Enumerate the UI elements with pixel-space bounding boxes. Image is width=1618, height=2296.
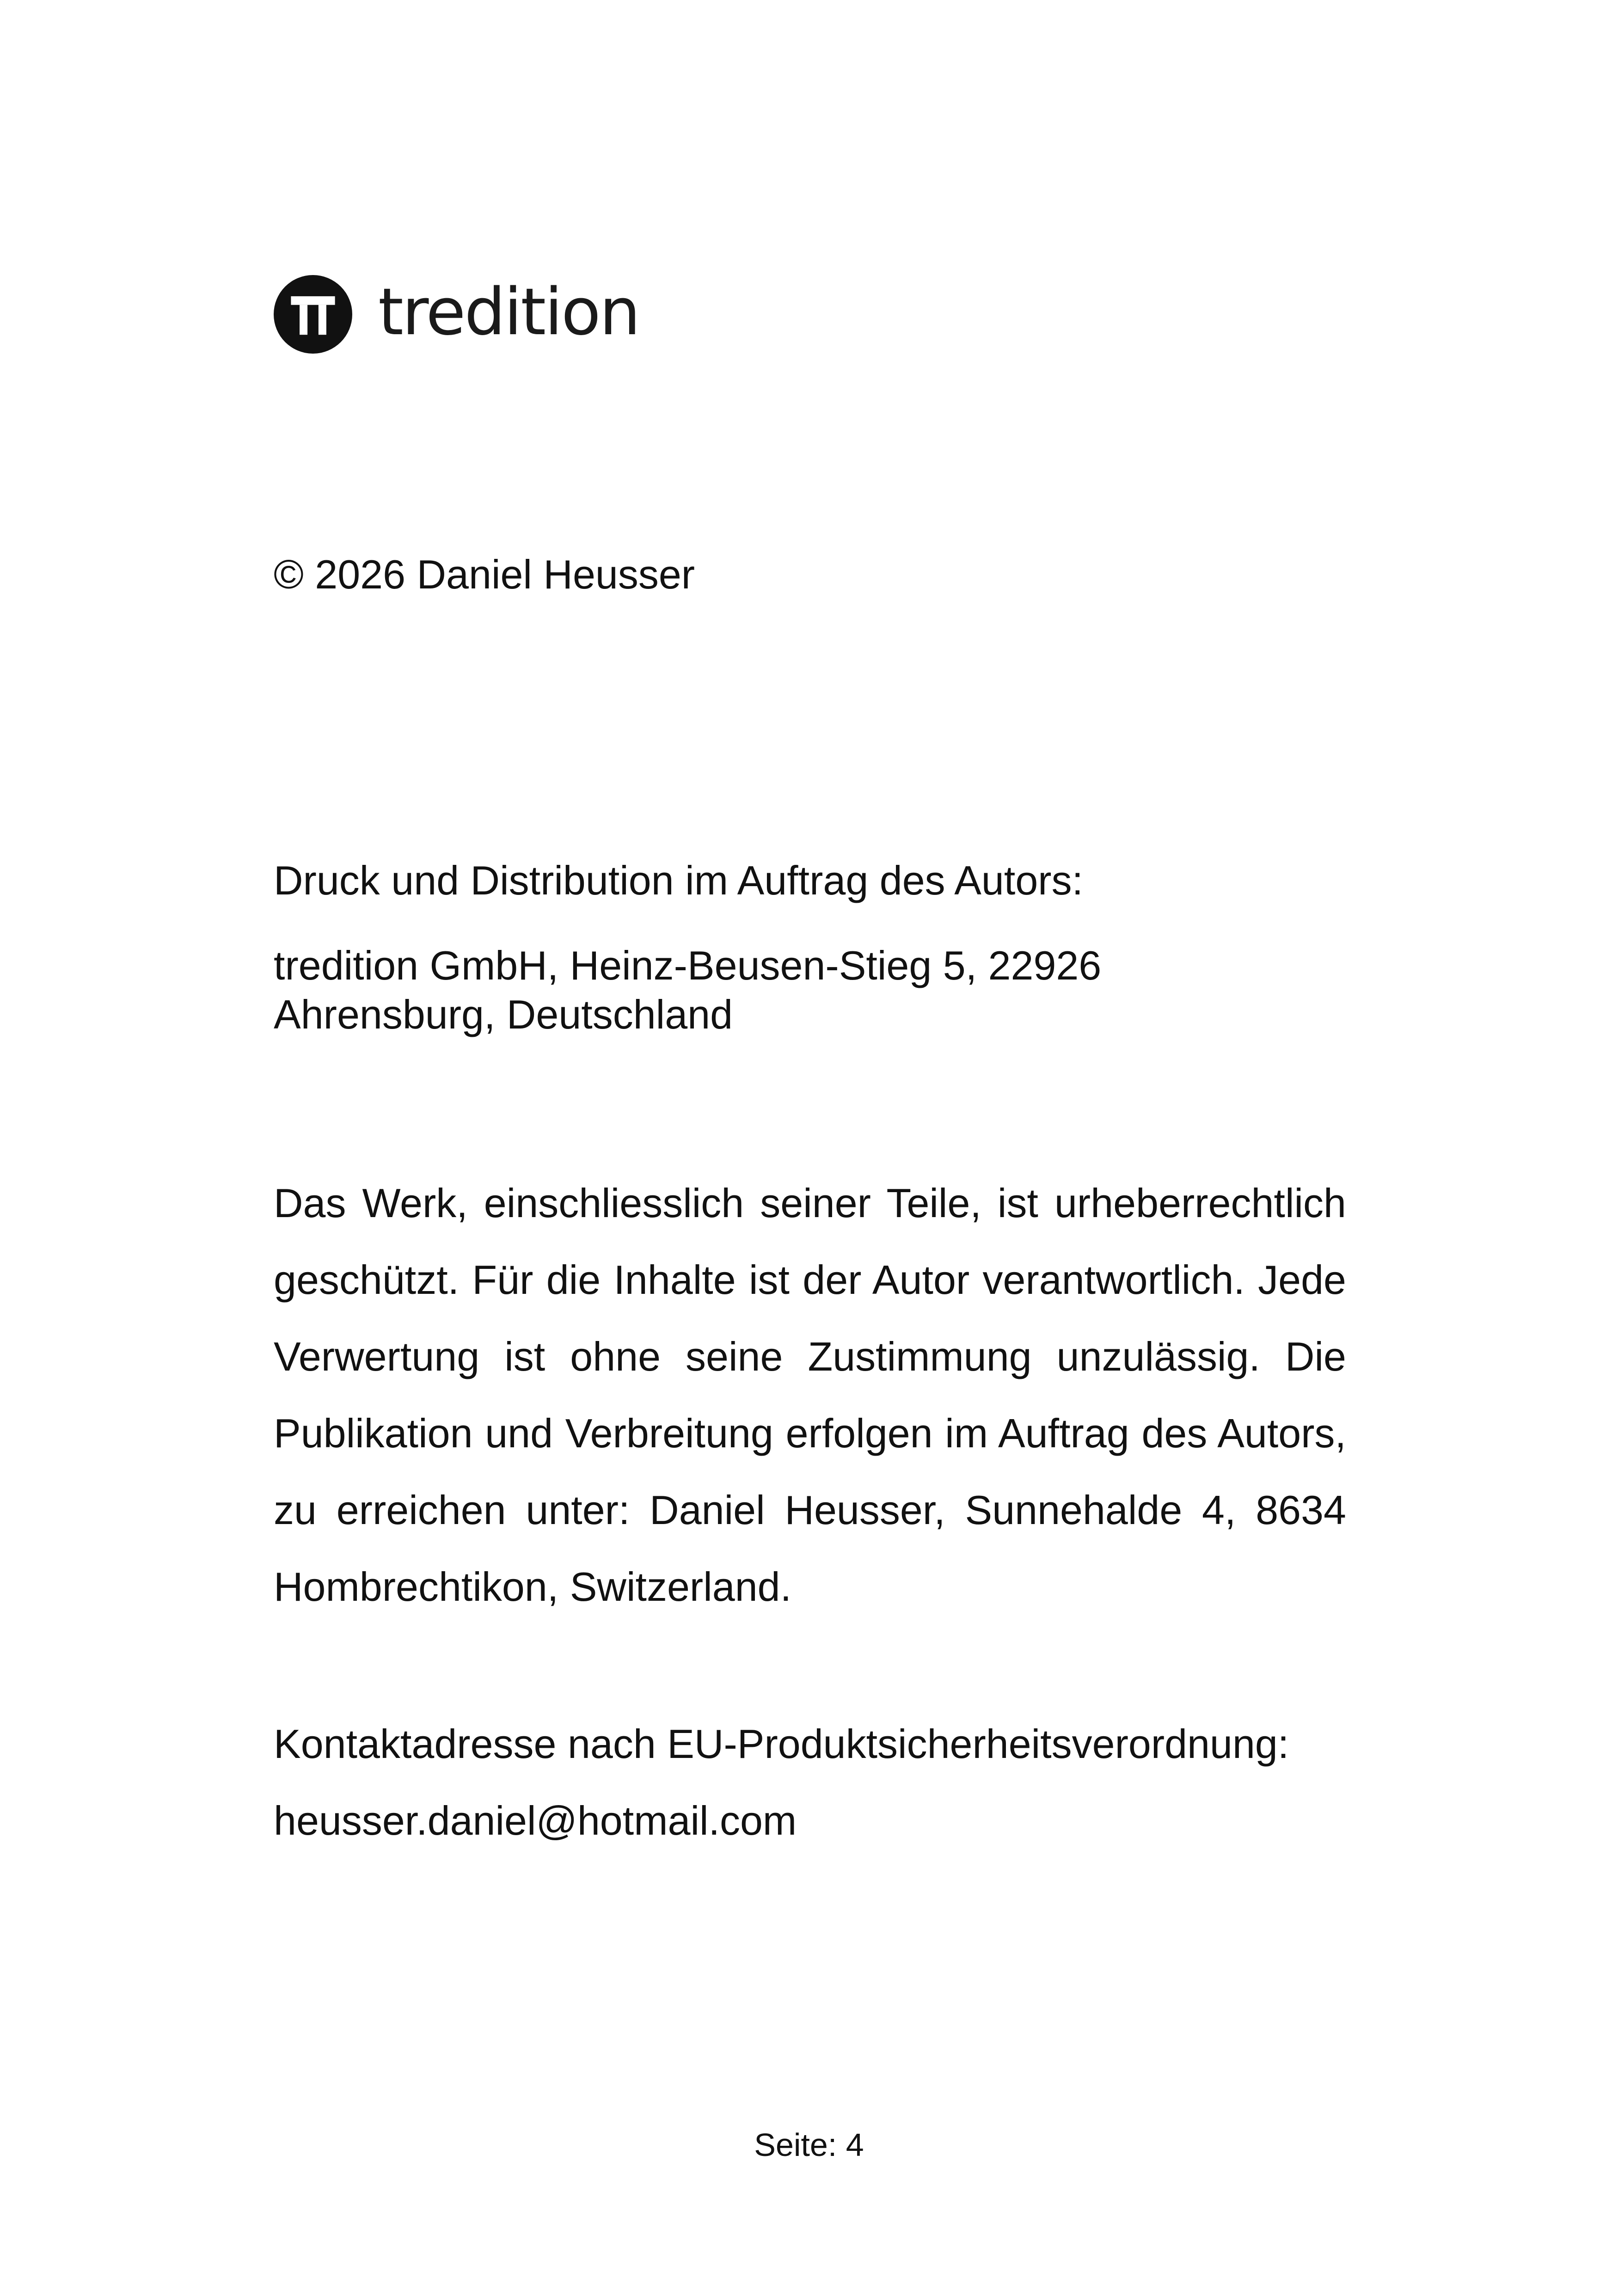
contact-email[interactable]: heusser.daniel@hotmail.com — [274, 1798, 797, 1843]
page-number: Seite: 4 — [754, 2127, 864, 2163]
publisher-address — [274, 941, 1101, 1039]
tredition-logo-icon — [274, 275, 352, 354]
publisher-logo — [274, 273, 639, 356]
copyright-notice: © 2026 Daniel Heusser — [274, 551, 695, 597]
address-line: Ahrensburg, Deutschland — [274, 991, 733, 1037]
print-distribution-heading: Druck und Distribution im Auftrag des Autors: — [274, 857, 1084, 903]
logo-wordmark: tredition — [378, 275, 639, 350]
address-line: tredition GmbH, Heinz-Beusen-Stieg 5, 22926 — [274, 943, 1102, 988]
contact-block — [274, 1706, 1289, 1859]
contact-heading: Kontaktadresse nach EU-Produktsicherheitsverordnung: — [274, 1721, 1289, 1767]
copyright-paragraph: Das Werk, einschliesslich seiner Teile, ist urheberrechtlich geschützt. Für die Inhalte ist der Autor verantwortlich. Jede Verwertung ist ohne seine Zustimmung unzulässig. Die Publikation und Verbreitung erfolgen im Auftrag des Autors, zu erreichen unter: Daniel Heusser, Sunnehalde 4, 8634 Hombrechtikon, Switzerland. — [274, 1180, 1346, 1610]
